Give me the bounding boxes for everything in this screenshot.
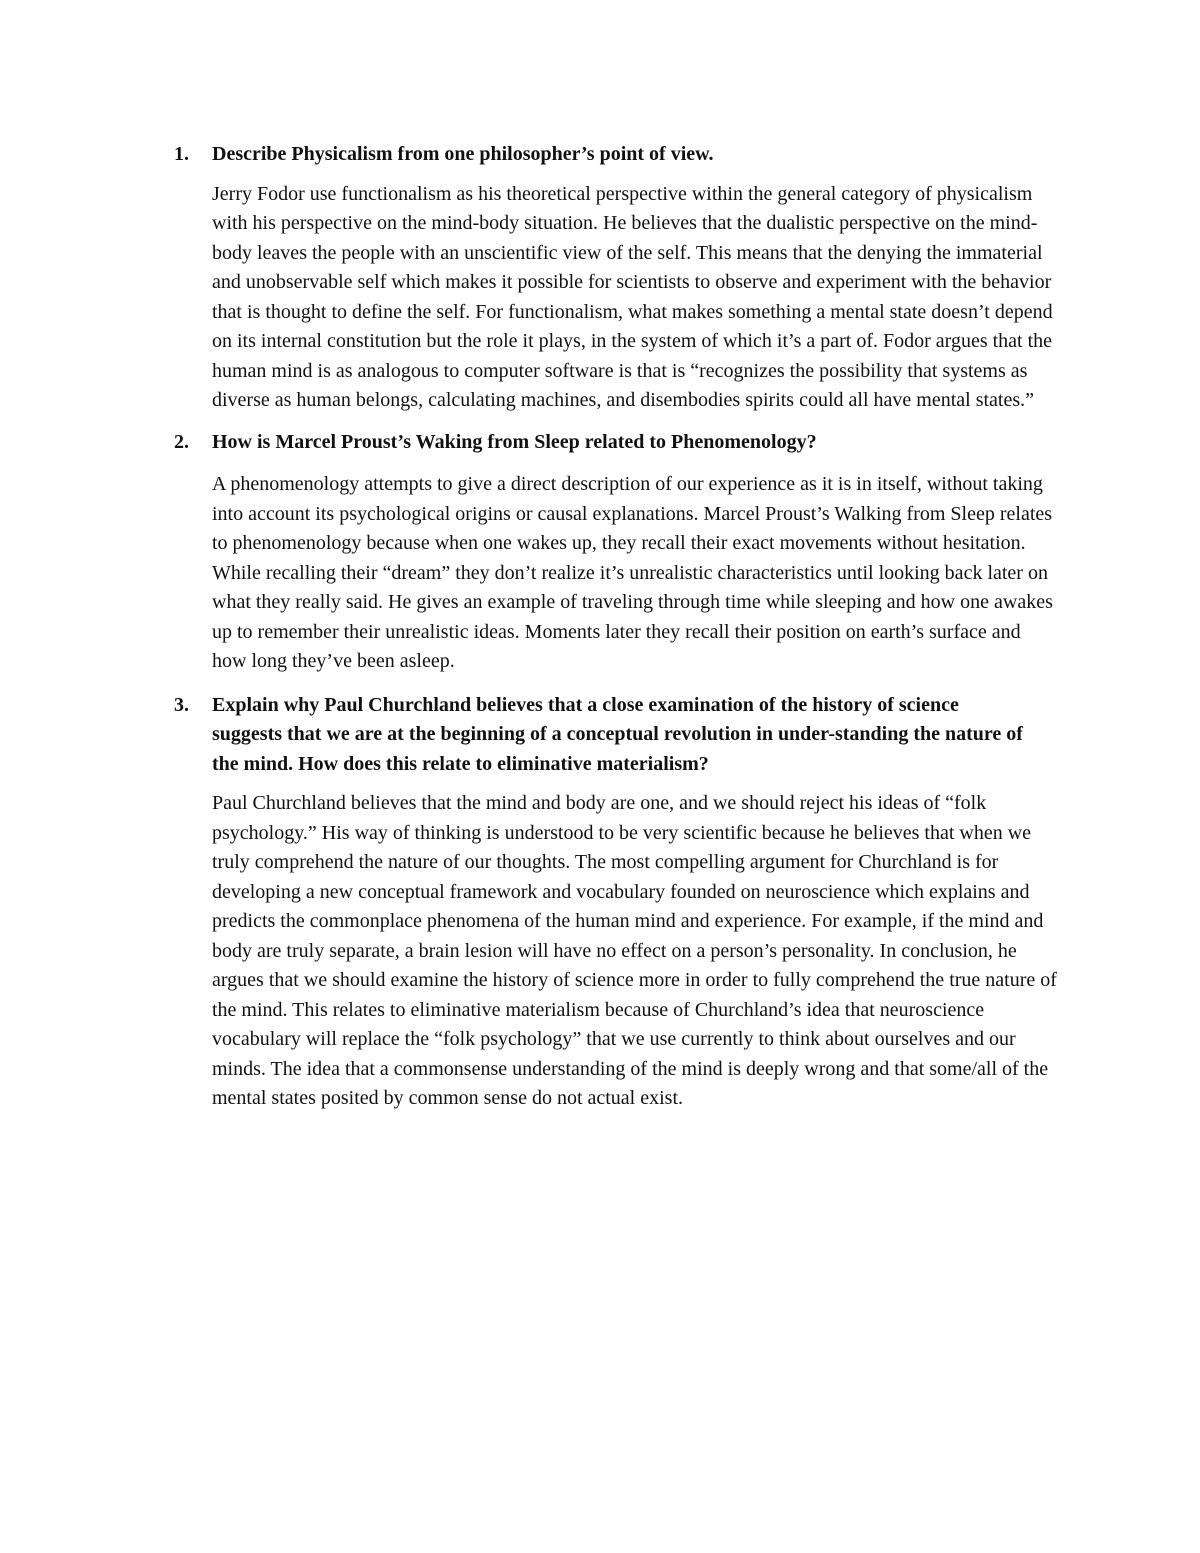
question-number: 3. (174, 693, 189, 716)
answer-paragraph: A phenomenology attempts to give a direct description of our experience as it is in itself, without taking into account its psychological origins or causal explanations. Marcel Proust’s Walking from Sleep relates to phenomenology because when one wakes up, they recall their exact movements without hesitation. While recalling their “dream” they don’t realize it’s unrealistic characteristics until looking back later on what they really said. He gives an example of traveling through time while sleeping and how one awakes up to remember their unrealistic ideas. Moments later they recall their position on earth’s surface and how long they’ve been asleep. (212, 473, 1053, 672)
question-item-1 (174, 140, 1074, 416)
question-title: Explain why Paul Churchland believes that a close examination of the history of science suggests that we are at the beginning of a conceptual revolution in under-standing the nature of the mind. How does this relate to eliminative materialism? (212, 693, 1023, 775)
question-list (174, 140, 1074, 1114)
question-title: How is Marcel Proust’s Waking from Sleep related to Phenomenology? (212, 430, 817, 453)
question-number: 1. (174, 143, 189, 165)
question-number: 2. (174, 430, 189, 453)
question-title: Describe Physicalism from one philosopher’s point of view. (212, 143, 714, 165)
question-item-3 (174, 691, 1074, 1114)
answer-paragraph: Paul Churchland believes that the mind and body are one, and we should reject his ideas of “folk psychology.” His way of thinking is understood to be very scientific because he believes that when we truly comprehend the nature of our thoughts. The most compelling argument for Churchland is for developing a new conceptual framework and vocabulary founded on neuroscience which explains and predicts the commonplace phenomena of the human mind and experience. For example, if the mind and body are truly separate, a brain lesion will have no effect on a person’s personality. In conclusion, he argues that we should examine the history of science more in order to fully comprehend the true nature of the mind. This relates to eliminative materialism because of Churchland’s idea that neuroscience vocabulary will replace the “folk psychology” that we use currently to think about ourselves and our minds. The idea that a commonsense understanding of the mind is deeply wrong and that some/all of the mental states posited by common sense do not actual exist. (212, 792, 1057, 1109)
question-item-2 (174, 428, 1074, 677)
answer-paragraph: Jerry Fodor use functionalism as his theoretical perspective within the general category of physicalism with his perspective on the mind-body situation. He believes that the dualistic perspective on the mind-body leaves the people with an unscientific view of the self. This means that the denying the immaterial and unobservable self which makes it possible for scientists to observe and experiment with the behavior that is thought to define the self. For functionalism, what makes something a mental state doesn’t depend on its internal constitution but the role it plays, in the system of which it’s a part of. Fodor argues that the human mind is as analogous to computer software is that is “recognizes the possibility that systems as diverse as human belongs, calculating machines, and disembodies spirits could all have mental states.” (212, 182, 1053, 411)
